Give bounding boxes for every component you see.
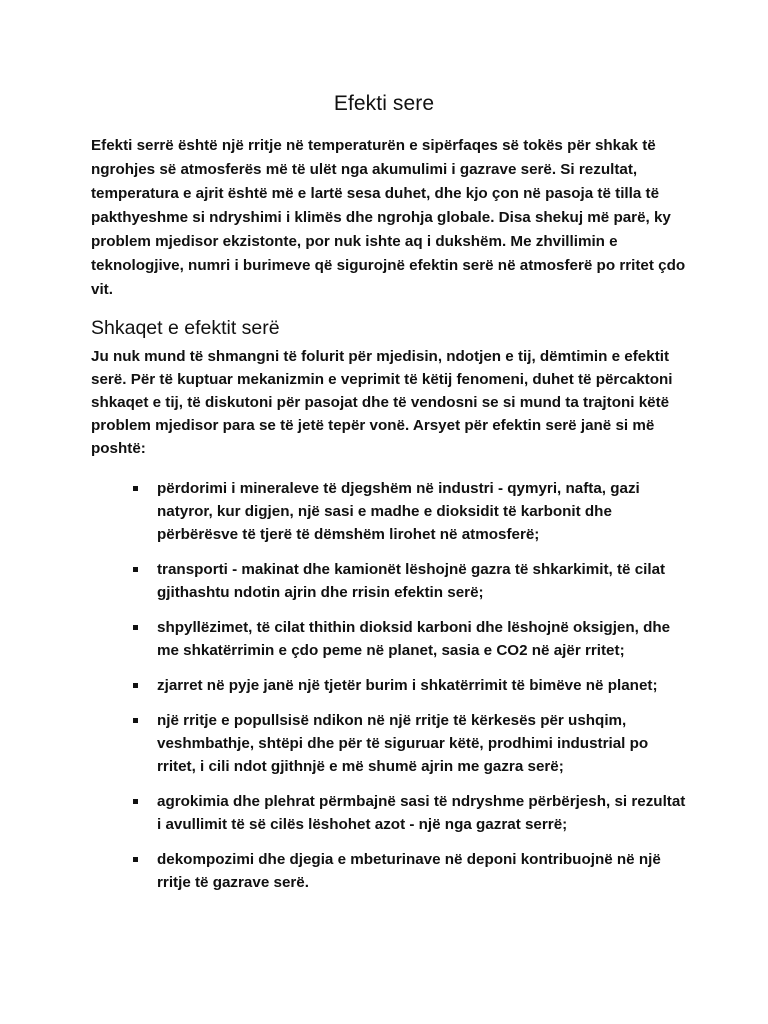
list-item-text: shpyllëzimet, të cilat thithin dioksid karboni dhe lëshojnë oksigjen, dhe me shkatërrimin e çdo peme në planet, sasia e CO2 në ajër rritet; <box>157 619 671 659</box>
list-item <box>131 477 691 546</box>
list-item <box>131 616 691 662</box>
square-bullet-icon <box>133 567 138 572</box>
causes-list <box>131 477 691 906</box>
square-bullet-icon <box>133 683 138 688</box>
square-bullet-icon <box>133 625 138 630</box>
list-item <box>131 674 691 697</box>
list-item-text: transporti - makinat dhe kamionët lëshojnë gazra të shkarkimit, të cilat gjithashtu ndotin ajrin dhe rrisin efektin serë; <box>157 561 666 601</box>
document-title: Efekti sere <box>333 92 435 115</box>
square-bullet-icon <box>133 799 138 804</box>
list-item-text: përdorimi i mineraleve të djegshëm në industri - qymyri, nafta, gazi natyror, kur digjen, një sasi e madhe e dioksidit të karbonit dhe përbërësve të tjerë të dëmshëm lirohet në atmosferë; <box>157 480 640 543</box>
list-item-text: dekompozimi dhe djegia e mbeturinave në deponi kontribuojnë në një rritje të gazrave serë. <box>157 851 661 891</box>
square-bullet-icon <box>133 718 138 723</box>
square-bullet-icon <box>133 486 138 491</box>
intro-paragraph: Efekti serrë është një rritje në temperaturën e sipërfaqes së tokës për shkak të ngrohjes së atmosferës më të ulët nga akumulimi i gazrave serë. Si rezultat, temperatura e ajrit është më e lartë sesa duhet, dhe kjo çon në pasoja të tilla të pakthyeshme si ndryshimi i klimës dhe ngrohja globale. Disa shekuj më parë, ky problem mjedisor ekzistonte, por nuk ishte aq i dukshëm. Me zhvillimin e teknologjive, numri i burimeve që sigurojnë efektin serë në atmosferë po rritet çdo vit. <box>91 137 686 298</box>
square-bullet-icon <box>133 857 138 862</box>
list-item <box>131 848 691 894</box>
list-item-text: zjarret në pyje janë një tjetër burim i shkatërrimit të bimëve në planet; <box>157 677 658 694</box>
list-item-text: agrokimia dhe plehrat përmbajnë sasi të ndryshme përbërjesh, si rezultat i avullimit të së cilës lëshohet azot - një nga gazrat serrë; <box>157 793 686 833</box>
list-item <box>131 790 691 836</box>
section-heading: Shkaqet e efektit serë <box>91 317 280 339</box>
section-intro-paragraph: Ju nuk mund të shmangni të folurit për mjedisin, ndotjen e tij, dëmtimin e efektit serë. Për të kuptuar mekanizmin e veprimit të këtij fenomeni, duhet të përcaktoni shkaqet e tij, të diskutoni për pasojat dhe të vendosni se si mund ta trajtoni këtë problem mjedisor para se të jetë tepër vonë. Arsyet për efektin serë janë si më poshtë: <box>91 348 673 457</box>
list-item <box>131 558 691 604</box>
list-item-text: një rritje e popullsisë ndikon në një rritje të kërkesës për ushqim, veshmbathje, shtëpi dhe për të siguruar këtë, prodhimi industrial po rritet, i cili ndot gjithnjë e më shumë ajrin me gazra serë; <box>157 712 649 775</box>
list-item <box>131 709 691 778</box>
